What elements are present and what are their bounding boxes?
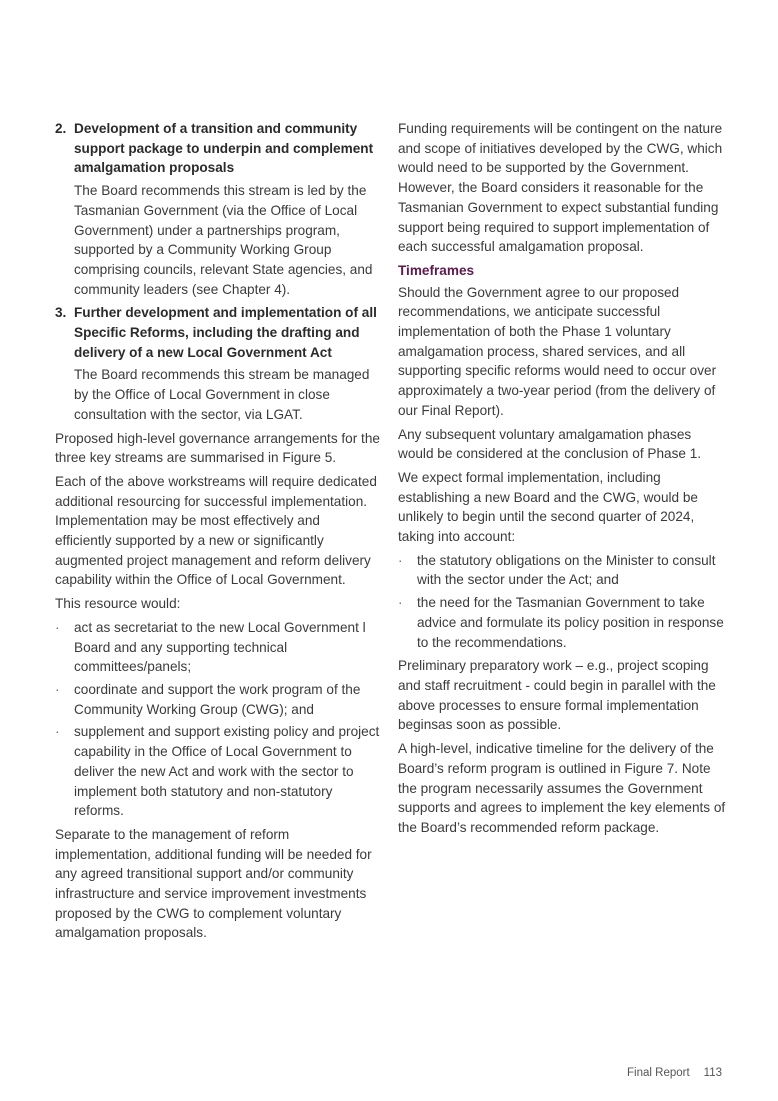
paragraph-timeframe: Should the Government agree to our proposed recommendations, we anticipate successful implementation of both the Phase 1 voluntary amalgamation process, shared services, and all supporting specific reforms would need to occur over approximately a two-year period (from the delivery of our Final Report). xyxy=(398,284,717,418)
page-number: 113 xyxy=(703,1067,722,1079)
bullet-icon: · xyxy=(398,552,403,568)
item-number: 3. xyxy=(55,305,67,321)
bullet-icon: · xyxy=(398,595,403,611)
bullet-icon: · xyxy=(55,619,60,635)
paragraph-funding-requirements: Funding requirements will be contingent on the nature and scope of initiatives developed by the CWG, which would need to be supported by the Government. However, the Board considers it reasonable for the Tasmanian Government to expect substantial funding support being required to support implementation of each successful amalgamation proposal. xyxy=(398,121,723,255)
considerations-bullet-list xyxy=(398,551,726,653)
paragraph-funding: Separate to the management of reform implementation, additional funding will be needed for any agreed transitional support and/or community infrastructure and service improvement investments proposed by the CWG to complement voluntary amalgamation proposals. xyxy=(55,826,372,941)
item-body: The Board recommends this stream is led by the Tasmanian Government (via the Office of Local Government) under a partnerships program, supported by a Community Working Group comprising councils, relevant State agencies, and community leaders (see Chapter 4). xyxy=(74,183,373,297)
item-body: The Board recommends this stream be managed by the Office of Local Government in close consultation with the sector, via LGAT. xyxy=(74,367,370,422)
list-item-text: the statutory obligations on the Minister to consult with the sector under the Act; and xyxy=(417,552,716,588)
bullet-icon: · xyxy=(55,724,60,740)
paragraph-resourcing: Each of the above workstreams will require dedicated additional resourcing for successful implementation. Implementation may be most effectively and efficiently supported by a new or significantly augmented project management and reform delivery capability within the Office of Local Government. xyxy=(55,473,377,588)
list-item-text: supplement and support existing policy and project capability in the Office of Local Government to deliver the new Act and work with the sector to implement both statutory and non-statutory reforms. xyxy=(74,724,380,819)
paragraph-subsequent-phases: Any subsequent voluntary amalgamation phases would be considered at the conclusion of Phase 1. xyxy=(398,426,702,462)
left-column xyxy=(55,119,380,947)
list-item-text: coordinate and support the work program of the Community Working Group (CWG); and xyxy=(74,681,361,717)
paragraph-formal-implementation: We expect formal implementation, including establishing a new Board and the CWG, would be unlikely to begin until the second quarter of 2024, taking into account: xyxy=(398,469,698,545)
footer-label: Final Report xyxy=(627,1067,690,1079)
page-footer xyxy=(627,1066,722,1080)
right-column xyxy=(398,119,726,842)
list-item xyxy=(398,593,726,652)
list-item xyxy=(55,618,380,677)
paragraph-timeline: A high-level, indicative timeline for the delivery of the Board’s reform program is outlined in Figure 7. Note the program necessarily assumes the Government supports and agrees to implement the key elements of the Board’s recommended reform package. xyxy=(398,741,726,835)
bullet-icon: · xyxy=(55,681,60,697)
list-item xyxy=(55,722,380,821)
numbered-item xyxy=(55,119,380,299)
item-number: 2. xyxy=(55,121,67,136)
list-item xyxy=(55,680,380,719)
paragraph-preparatory-work: Preliminary preparatory work – e.g., project scoping and staff recruitment - could begin in parallel with the above processes to ensure formal implementation beginsas soon as possible. xyxy=(398,658,716,733)
list-item-text: the need for the Tasmanian Government to take advice and formulate its policy position in response to the recommendations. xyxy=(417,595,724,650)
section-heading-timeframes: Timeframes xyxy=(398,262,475,278)
paragraph-governance: Proposed high-level governance arrangements for the three key streams are summarised in Figure 5. xyxy=(55,430,380,466)
item-heading: Development of a transition and community support package to underpin and complement amalgamation proposals xyxy=(74,121,374,176)
list-item xyxy=(398,551,726,590)
resource-bullet-list xyxy=(55,618,380,821)
numbered-item xyxy=(55,303,380,424)
paragraph-resource-intro: This resource would: xyxy=(55,596,181,612)
item-heading: Further development and implementation of all Specific Reforms, including the drafting and delivery of a new Local Government Act xyxy=(74,305,377,360)
list-item-text: act as secretariat to the new Local Government l Board and any supporting technical committees/panels; xyxy=(74,619,366,675)
